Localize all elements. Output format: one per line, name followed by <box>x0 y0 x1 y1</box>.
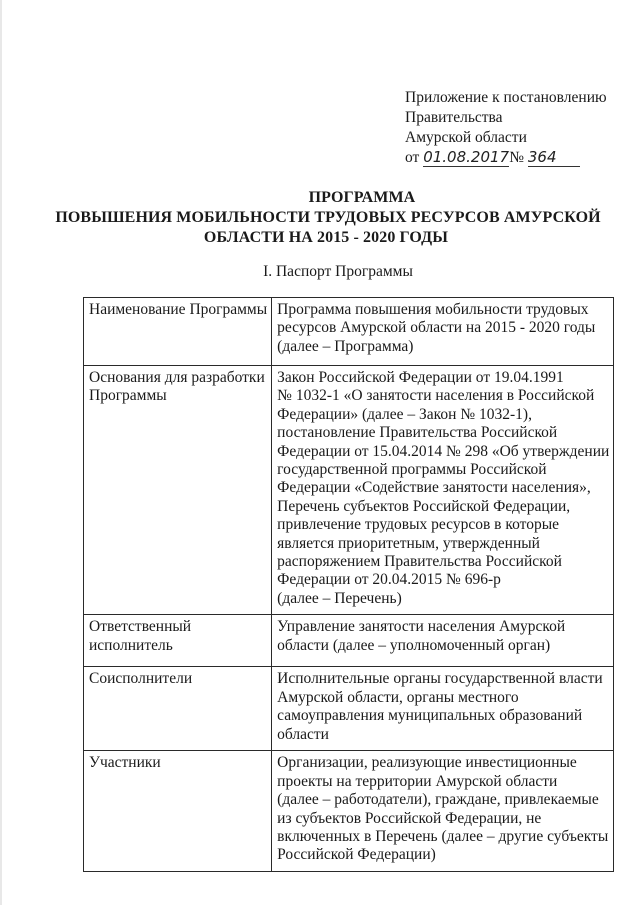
row-value <box>272 298 614 366</box>
value-line: Организации, реализующие инвестиционные <box>277 754 577 772</box>
handwritten-number: 364 <box>527 148 557 166</box>
date-field <box>423 149 509 167</box>
value-line: Амурской области, органы местного <box>277 688 519 706</box>
value-line: Закон Российской Федерации от 19.04.1991 <box>277 369 564 386</box>
value-line: проекты на территории Амурской области <box>277 772 558 790</box>
label-line: Основания для разработки <box>89 369 265 386</box>
section-heading: I. Паспорт Программы <box>263 263 413 280</box>
value-line: области <box>277 725 329 743</box>
title-line-2: ПОВЫШЕНИЯ МОБИЛЬНОСТИ ТРУДОВЫХ РЕСУРСОВ АМУРСКОЙ <box>55 209 601 226</box>
label-line: Программы <box>89 387 167 405</box>
row-value <box>272 751 614 871</box>
value-line: Исполнительные органы государственной власти <box>277 670 603 688</box>
value-line: области (далее – уполномоченный орган) <box>277 636 551 654</box>
value-line: Федерации «Содействие занятости населения», <box>277 479 591 497</box>
table-row <box>84 667 614 751</box>
row-label <box>84 615 272 667</box>
appendix-line-2: Правительства <box>405 109 503 126</box>
value-line: Российской Федерации) <box>277 846 436 864</box>
row-label <box>84 298 272 366</box>
value-line: привлечение трудовых ресурсов в которые <box>277 516 559 534</box>
row-value <box>272 366 614 615</box>
row-value <box>272 667 614 751</box>
label-line: Участники <box>89 754 161 772</box>
value-line: Управление занятости населения Амурской <box>277 618 566 636</box>
value-line: (далее – работодатели), граждане, привлекаемые <box>277 791 599 809</box>
value-line: распоряжением Правительства Российской <box>277 553 562 571</box>
value-line: постановление Правительства Российской <box>277 424 558 442</box>
row-label <box>84 366 272 615</box>
value-line: ресурсов Амурской области на 2015 - 2020 годы <box>277 319 596 337</box>
row-value <box>272 615 614 667</box>
row-label <box>84 751 272 871</box>
value-line: Федерации» (далее – Закон № 1032-1), <box>277 405 532 423</box>
value-line: Федерации от 15.04.2014 № 298 «Об утверждении <box>277 442 610 460</box>
passport-table <box>83 297 614 872</box>
table-row <box>84 751 614 871</box>
label-line: Наименование Программы <box>89 301 268 318</box>
handwritten-date: 01.08.2017 <box>423 148 510 166</box>
from-label: от <box>405 149 420 166</box>
appendix-signature-row <box>405 148 607 168</box>
value-line: № 1032-1 «О занятости населения в Российской <box>277 387 595 405</box>
title-line-3: ОБЛАСТИ НА 2015 - 2020 ГОДЫ <box>203 229 449 246</box>
value-line: Перечень субъектов Российской Федерации, <box>277 497 571 515</box>
table-row <box>84 366 614 615</box>
number-field <box>528 149 580 167</box>
page-edge <box>0 0 2 905</box>
value-line: является приоритетным, утвержденный <box>277 534 540 552</box>
label-line: исполнитель <box>89 636 173 654</box>
value-line: государственной программы Российской <box>277 461 547 479</box>
value-line: из субъектов Российской Федерации, не <box>277 809 542 827</box>
value-line: самоуправления муниципальных образований <box>277 707 583 725</box>
label-line: Ответственный <box>89 618 192 636</box>
value-line: Программа повышения мобильности трудовых <box>277 301 589 318</box>
value-line: (далее – Программа) <box>277 337 414 355</box>
value-line: Федерации от 20.04.2015 № 696-р <box>277 571 501 589</box>
number-label: № <box>509 149 524 166</box>
value-line: (далее – Перечень) <box>277 589 402 607</box>
table-row <box>84 298 614 366</box>
title-line-1: ПРОГРАММА <box>308 189 416 206</box>
appendix-line-3: Амурской области <box>405 129 527 146</box>
label-line: Соисполнители <box>89 670 193 688</box>
row-label <box>84 667 272 751</box>
appendix-line-1: Приложение к постановлению <box>405 89 607 106</box>
value-line: включенных в Перечень (далее – другие субъекты <box>277 827 609 845</box>
appendix-block <box>405 88 607 168</box>
table-row <box>84 615 614 667</box>
